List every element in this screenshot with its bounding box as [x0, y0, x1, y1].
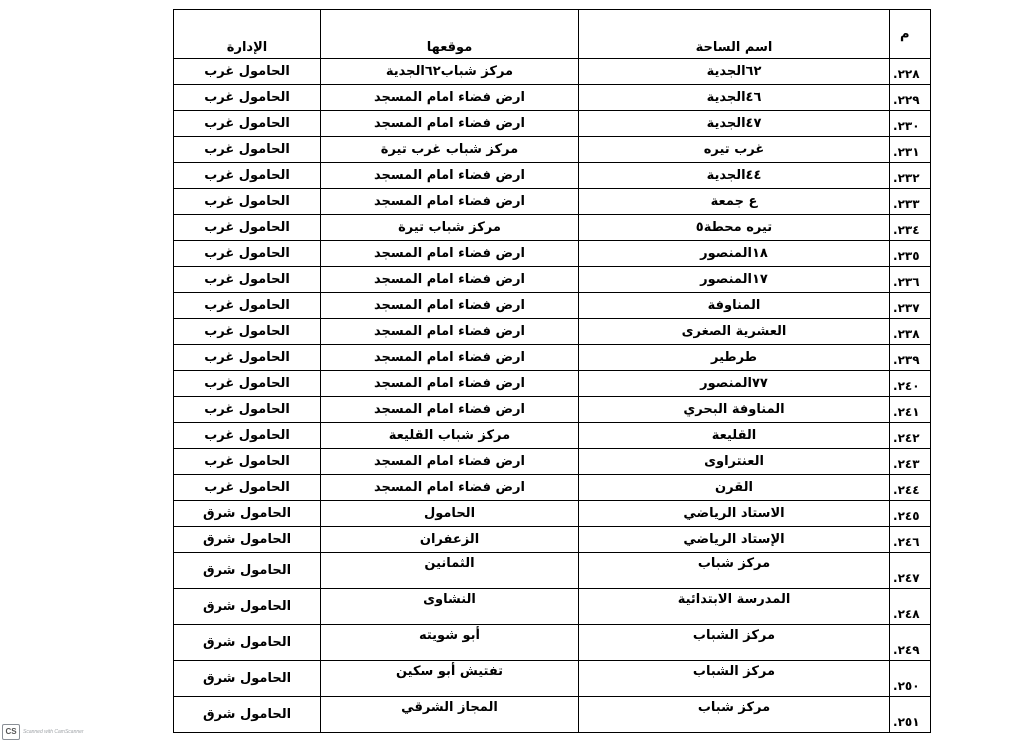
table-row — [174, 397, 931, 423]
table-row — [174, 319, 931, 345]
header-num: م — [890, 10, 931, 59]
table-row — [174, 475, 931, 501]
table-row — [174, 59, 931, 85]
table-row — [174, 241, 931, 267]
cell-location: ارض فضاء امام المسجد — [321, 449, 579, 475]
cell-location: ارض فضاء امام المسجد — [321, 371, 579, 397]
cell-name: الاستاد الرياضي — [579, 501, 890, 527]
cell-name: المدرسة الابتدائية — [579, 589, 890, 625]
cell-num: ٢٣٣. — [890, 189, 931, 215]
table-body — [174, 59, 931, 733]
cell-name: ٤٦الجدية — [579, 85, 890, 111]
cell-name: غرب تيره — [579, 137, 890, 163]
table-row — [174, 189, 931, 215]
cell-num: ٢٤٠. — [890, 371, 931, 397]
cell-num: ٢٥٠. — [890, 661, 931, 697]
cell-location: النشاوى — [321, 589, 579, 625]
cell-num: ٢٢٨. — [890, 59, 931, 85]
cell-admin: الحامول غرب — [174, 267, 321, 293]
cell-admin: الحامول غرب — [174, 111, 321, 137]
table-row — [174, 589, 931, 625]
cell-location: ارض فضاء امام المسجد — [321, 241, 579, 267]
cell-num: ٢٣٢. — [890, 163, 931, 189]
cell-num: ٢٥١. — [890, 697, 931, 733]
table-row — [174, 449, 931, 475]
cell-num: ٢٤٣. — [890, 449, 931, 475]
cell-location: ارض فضاء امام المسجد — [321, 319, 579, 345]
cell-admin: الحامول غرب — [174, 319, 321, 345]
header-location: موقعها — [321, 10, 579, 59]
stations-table — [173, 9, 931, 733]
cell-name: القرن — [579, 475, 890, 501]
cell-admin: الحامول غرب — [174, 345, 321, 371]
camscanner-icon: CS — [2, 724, 20, 740]
cell-location: مركز شباب تيرة — [321, 215, 579, 241]
watermark-text: Scanned with CamScanner — [23, 729, 84, 735]
cell-num: ٢٣٤. — [890, 215, 931, 241]
cell-location: أبو شويته — [321, 625, 579, 661]
cell-name: ٦٢الجدية — [579, 59, 890, 85]
cell-location: الزعفران — [321, 527, 579, 553]
cell-admin: الحامول غرب — [174, 163, 321, 189]
table-row — [174, 345, 931, 371]
cell-location: ارض فضاء امام المسجد — [321, 85, 579, 111]
cell-admin: الحامول غرب — [174, 85, 321, 111]
cell-name: ٤٧الجدية — [579, 111, 890, 137]
table-row — [174, 267, 931, 293]
cell-admin: الحامول شرق — [174, 625, 321, 661]
cell-admin: الحامول غرب — [174, 423, 321, 449]
cell-name: مركز الشباب — [579, 661, 890, 697]
cell-admin: الحامول شرق — [174, 553, 321, 589]
cell-admin: الحامول غرب — [174, 241, 321, 267]
table-row — [174, 527, 931, 553]
cell-admin: الحامول غرب — [174, 293, 321, 319]
cell-admin: الحامول غرب — [174, 449, 321, 475]
cell-admin: الحامول غرب — [174, 475, 321, 501]
table-row — [174, 661, 931, 697]
table-row — [174, 85, 931, 111]
cell-admin: الحامول شرق — [174, 589, 321, 625]
cell-name: ع جمعة — [579, 189, 890, 215]
table-row — [174, 111, 931, 137]
cell-num: ٢٣٠. — [890, 111, 931, 137]
cell-num: ٢٤١. — [890, 397, 931, 423]
cell-admin: الحامول غرب — [174, 59, 321, 85]
cell-name: ٧٧المنصور — [579, 371, 890, 397]
cell-name: مركز الشباب — [579, 625, 890, 661]
cell-num: ٢٣٨. — [890, 319, 931, 345]
cell-name: العنتراوى — [579, 449, 890, 475]
cell-location: الثمانين — [321, 553, 579, 589]
cell-admin: الحامول غرب — [174, 137, 321, 163]
cell-admin: الحامول شرق — [174, 661, 321, 697]
table-header-row — [174, 10, 931, 59]
table-row — [174, 697, 931, 733]
cell-num: ٢٤٥. — [890, 501, 931, 527]
cell-location: ارض فضاء امام المسجد — [321, 475, 579, 501]
cell-admin: الحامول شرق — [174, 697, 321, 733]
cell-num: ٢٤٢. — [890, 423, 931, 449]
cell-num: ٢٣٧. — [890, 293, 931, 319]
cell-location: ارض فضاء امام المسجد — [321, 397, 579, 423]
cell-admin: الحامول غرب — [174, 371, 321, 397]
cell-num: ٢٣٥. — [890, 241, 931, 267]
cell-location: ارض فضاء امام المسجد — [321, 163, 579, 189]
header-admin: الإدارة — [174, 10, 321, 59]
cell-location: مركز شباب غرب تيرة — [321, 137, 579, 163]
cell-name: ١٨المنصور — [579, 241, 890, 267]
cell-name: القليعة — [579, 423, 890, 449]
cell-admin: الحامول شرق — [174, 527, 321, 553]
table-row — [174, 553, 931, 589]
cell-name: طرطير — [579, 345, 890, 371]
cell-name: المناوفة البحري — [579, 397, 890, 423]
cell-admin: الحامول غرب — [174, 215, 321, 241]
cell-admin: الحامول شرق — [174, 501, 321, 527]
cell-num: ٢٤٩. — [890, 625, 931, 661]
cell-location: ارض فضاء امام المسجد — [321, 267, 579, 293]
cell-num: ٢٤٧. — [890, 553, 931, 589]
table-row — [174, 163, 931, 189]
cell-num: ٢٤٤. — [890, 475, 931, 501]
cell-name: مركز شباب — [579, 553, 890, 589]
cell-location: ارض فضاء امام المسجد — [321, 345, 579, 371]
cell-admin: الحامول غرب — [174, 397, 321, 423]
cell-num: ٢٣٦. — [890, 267, 931, 293]
header-name: اسم الساحة — [579, 10, 890, 59]
cell-location: الحامول — [321, 501, 579, 527]
cell-num: ٢٣١. — [890, 137, 931, 163]
cell-num: ٢٢٩. — [890, 85, 931, 111]
cell-num: ٢٤٨. — [890, 589, 931, 625]
table-row — [174, 501, 931, 527]
table-row — [174, 293, 931, 319]
cell-location: ارض فضاء امام المسجد — [321, 189, 579, 215]
cell-location: ارض فضاء امام المسجد — [321, 111, 579, 137]
cell-num: ٢٣٩. — [890, 345, 931, 371]
cell-location: مركز شباب القليعة — [321, 423, 579, 449]
cell-name: العشرية الصغرى — [579, 319, 890, 345]
table-row — [174, 423, 931, 449]
cell-name: ١٧المنصور — [579, 267, 890, 293]
cell-admin: الحامول غرب — [174, 189, 321, 215]
cell-location: المجاز الشرقي — [321, 697, 579, 733]
table-row — [174, 625, 931, 661]
cell-name: تيره محطة٥ — [579, 215, 890, 241]
cell-location: تفتيش أبو سكين — [321, 661, 579, 697]
cell-name: الإستاد الرياضي — [579, 527, 890, 553]
cell-name: المناوفة — [579, 293, 890, 319]
table-row — [174, 215, 931, 241]
table-row — [174, 371, 931, 397]
cell-location: مركز شباب٦٢الجدية — [321, 59, 579, 85]
scanner-watermark — [2, 724, 84, 740]
table-row — [174, 137, 931, 163]
cell-num: ٢٤٦. — [890, 527, 931, 553]
cell-name: مركز شباب — [579, 697, 890, 733]
cell-location: ارض فضاء امام المسجد — [321, 293, 579, 319]
cell-name: ٤٤الجدية — [579, 163, 890, 189]
